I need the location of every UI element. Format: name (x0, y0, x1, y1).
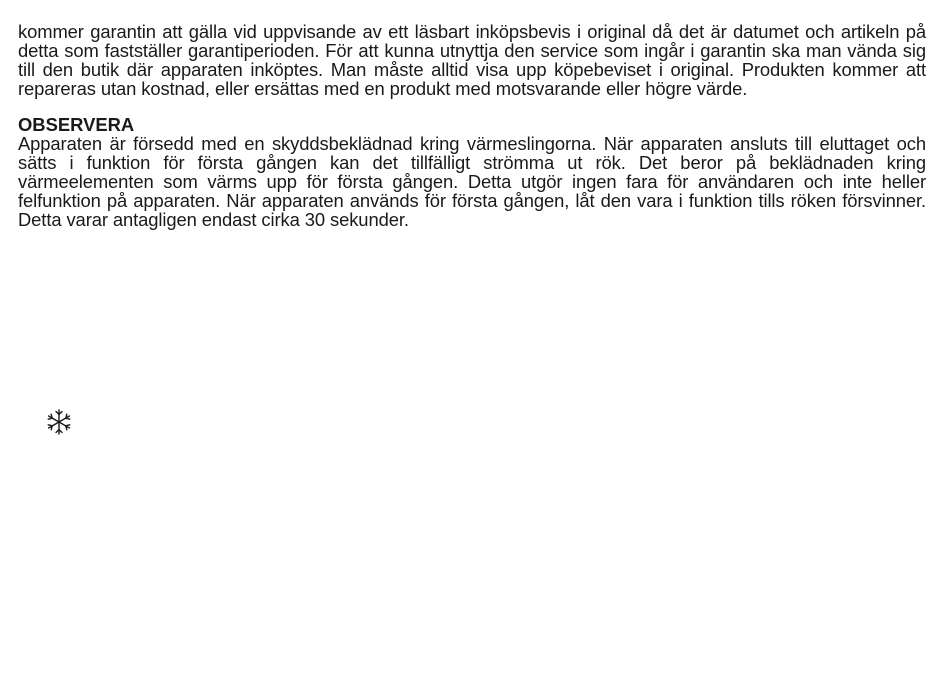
warranty-paragraph: kommer garantin att gälla vid uppvisande av ett läsbart inköpsbevis i original då det är datumet och artikeln på detta som fastställer garantiperioden. För att kunna utnyttja den service som ingår i garantin ska man vända sig till den butik där apparaten inköptes. Man måste alltid visa upp köpebeviset i original. Produkten kommer att repareras utan kostnad, eller ersättas med en produkt med motsvarande eller högre värde. (18, 21, 926, 99)
manual-page (18, 22, 926, 229)
snowflake-icon (45, 408, 73, 436)
notice-heading: OBSERVERA (18, 114, 135, 135)
notice-paragraph: Apparaten är försedd med en skyddsbeklädnad kring värmeslingorna. När apparaten ansluts till eluttaget och sätts i funktion för första gången kan det tillfälligt strömma ut rök. Det beror på beklädnaden kring värmeelementen som värms upp för första gången. Detta utgör ingen fara för användaren och inte heller felfunktion på apparaten. När apparaten används för första gången, låt den vara i funktion tills röken försvinner. Detta varar antagligen endast cirka 30 sekunder. (18, 133, 926, 230)
